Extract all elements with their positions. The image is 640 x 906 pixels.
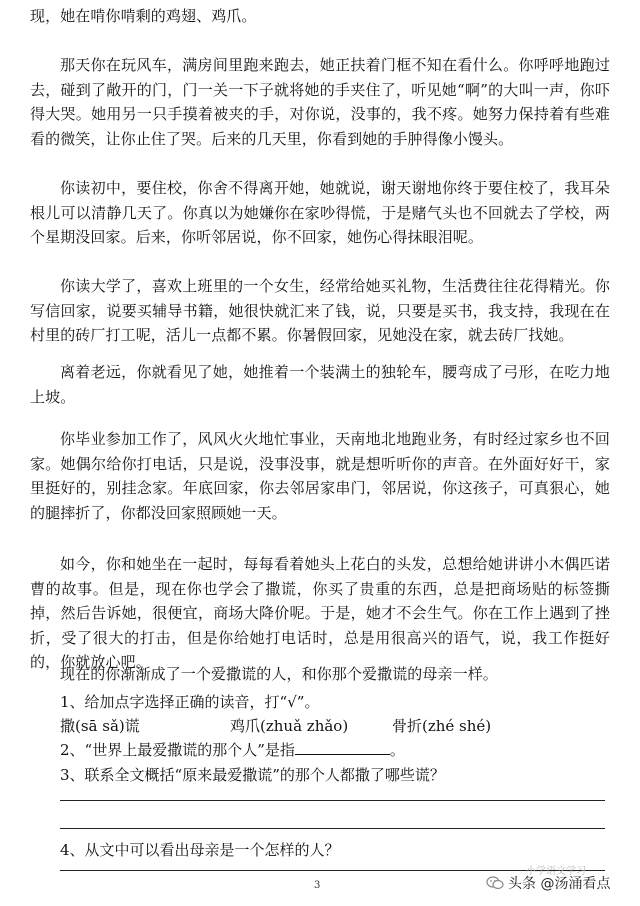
passage-paragraph-3: 你读大学了，喜欢上班里的一个女生，经常给她买礼物，生活费往往花得精光。你写信回家，说要买辅导书籍，她很快就汇来了钱，说，只要是买书，我支持，我现在在村里的砖厂打工呢，活儿一点都不累。你暑假回家，见她没在家，就去砖厂找她。: [30, 277, 610, 345]
question-2-prompt: 2、“世界上最爱撒谎的那个人”是指: [60, 741, 295, 759]
question-4: 4、从文中可以看出母亲是一个怎样的人？: [60, 841, 340, 859]
question-1-option-a[interactable]: 撒(sā sǎ)谎: [60, 717, 140, 735]
passage-paragraph-5: 你毕业参加工作了，风风火火地忙事业，天南地北地跑业务，有时经过家乡也不回家。她偶尔给你打电话，只是说，没事没事，就是想听听你的声音。在外面好好干，家里挺好的，别挂念家。年底回家，你去邻居家串门，邻居说，你这孩子，可真狠心，她的腿摔折了，你都没回家照顾她一天。: [30, 430, 610, 522]
question-3: 3、联系全文概括“原来最爱撒谎”的那个人都撒了哪些谎？: [60, 766, 445, 784]
passage-paragraph-1: 那天你在玩风车，满房间里跑来跑去，她正扶着门框不知在看什么。你呼呼地跑过去，碰到了敞开的门，门一关一下子就将她的手夹住了，听见她“啊”的大叫一声，你吓得大哭。她用另一只手摸着被夹的手，对你说，没事的，我不疼。她努力保持着有些难看的微笑，让你止住了哭。后来的几天里，你看到她的手肿得像小馒头。: [30, 56, 610, 148]
wechat-logo-icon: [486, 876, 504, 890]
question-1-option-b[interactable]: 鸡爪(zhuǎ zhǎo): [230, 717, 349, 735]
watermark-faint-text: 小学语文学习: [526, 866, 586, 877]
question-2: [60, 738, 405, 762]
question-1: 1、给加点字选择正确的读音，打“√”。: [60, 693, 320, 711]
passage-paragraph-4: 离着老远，你就看见了她，她推着一个装满土的独轮车，腰弯成了弓形，在吃力地上坡。: [30, 363, 610, 406]
question-1-option-c[interactable]: 骨折(zhé shé): [392, 717, 492, 735]
passage-paragraph-6: 如今，你和她坐在一起时，每每看着她头上花白的头发，总想给她讲讲小木偶匹诺曹的故事。但是，现在你也学会了撒谎，你买了贵重的东西，总是把商场贴的标签撕掉，然后告诉她，很便宜，商场大降价呢。于是，她才不会生气。你在工作上遇到了挫折，受了很大的打击，但是你给她打电话时，总是用很高兴的语气，说，我工作挺好的，你就放心吧。: [30, 555, 610, 672]
question-3-answer-line-2[interactable]: [60, 828, 605, 829]
question-2-end: 。: [389, 741, 405, 759]
passage-paragraph-7: 现在的你渐渐成了一个爱撒谎的人，和你那个爱撒谎的母亲一样。: [60, 665, 498, 683]
passage-paragraph-0: 现，她在啃你啃剩的鸡翅、鸡爪。: [30, 7, 257, 25]
watermark-text: 头条 @汤涌看点: [508, 876, 611, 892]
question-2-answer-blank[interactable]: [295, 740, 390, 755]
page-number: 3: [314, 880, 321, 891]
question-3-answer-line-1[interactable]: [60, 800, 605, 801]
passage-paragraph-2: 你读初中，要住校，你舍不得离开她，她就说，谢天谢地你终于要住校了，我耳朵根儿可以清静几天了。你真以为她嫌你在家吵得慌，于是赌气头也不回就去了学校，两个星期没回家。后来，你听邻居说，你不回家，她伤心得抹眼泪呢。: [30, 179, 610, 247]
watermark: [486, 866, 611, 896]
